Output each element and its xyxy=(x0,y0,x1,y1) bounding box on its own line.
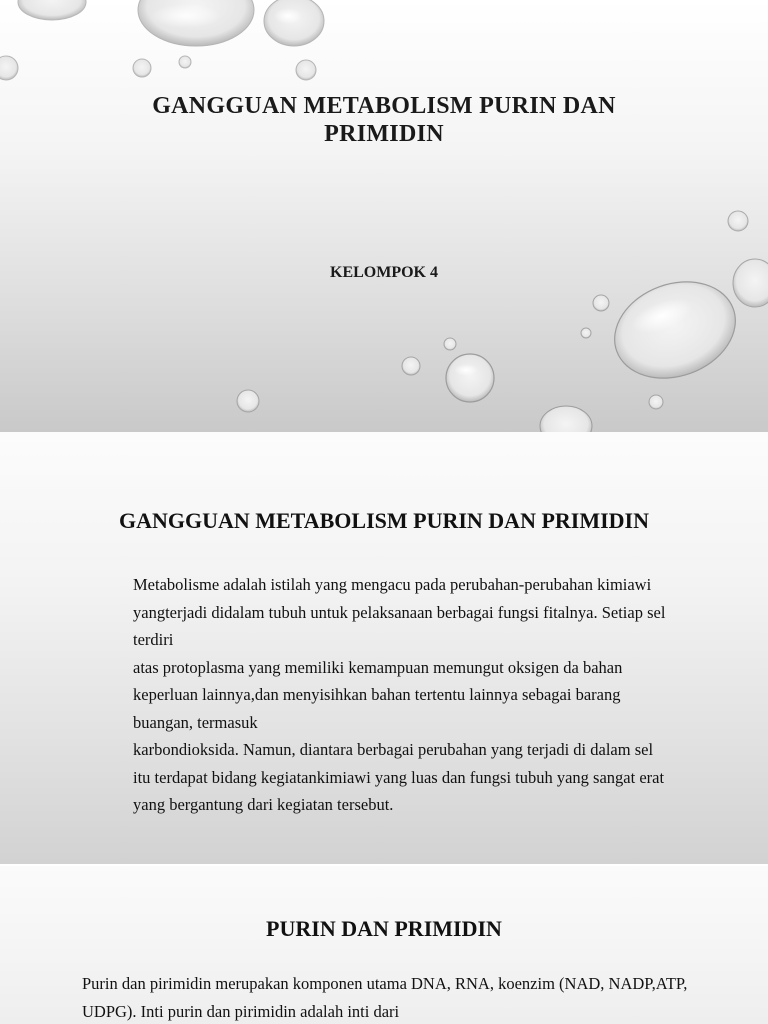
slide-body xyxy=(82,970,722,1024)
content-slide xyxy=(0,866,768,1024)
water-drops-icon xyxy=(0,0,768,432)
paragraph: atas protoplasma yang memiliki kemampuan memungut oksigen da bahan keperluan lainnya,dan menyisihkan bahan tertentu lainnya sebagai barang buangan, termasuk xyxy=(133,657,623,732)
slide-title: PURIN DAN PRIMIDIN xyxy=(266,916,502,941)
paragraph: karbondioksida. Namun, diantara berbagai perubahan yang terjadi di dalam sel itu terdapat bidang kegiatankimiawi yang luas dan fungsi tubuh yang sangat erat yang bergantung dari kegiatan tersebut. xyxy=(133,740,665,814)
paragraph: Metabolisme adalah istilah yang mengacu pada perubahan-perubahan kimiawi yangterjadi didalam tubuh untuk pelaksanaan berbagai fungsi fitalnya. Setiap sel terdiri xyxy=(133,575,666,649)
slide-body xyxy=(133,571,673,819)
slide-title: GANGGUAN METABOLISM PURIN DAN PRIMIDIN xyxy=(118,508,650,533)
title-slide xyxy=(0,0,768,432)
paragraph: Purin dan pirimidin merupakan komponen utama DNA, RNA, koenzim (NAD, NADP,ATP, UDPG). Inti purin dan pirimidin adalah inti dari xyxy=(82,974,688,1021)
content-slide xyxy=(0,432,768,864)
slide-title: GANGGUAN METABOLISM PURIN DAN PRIMIDIN xyxy=(152,93,616,147)
slide-subtitle: KELOMPOK 4 xyxy=(330,264,438,281)
